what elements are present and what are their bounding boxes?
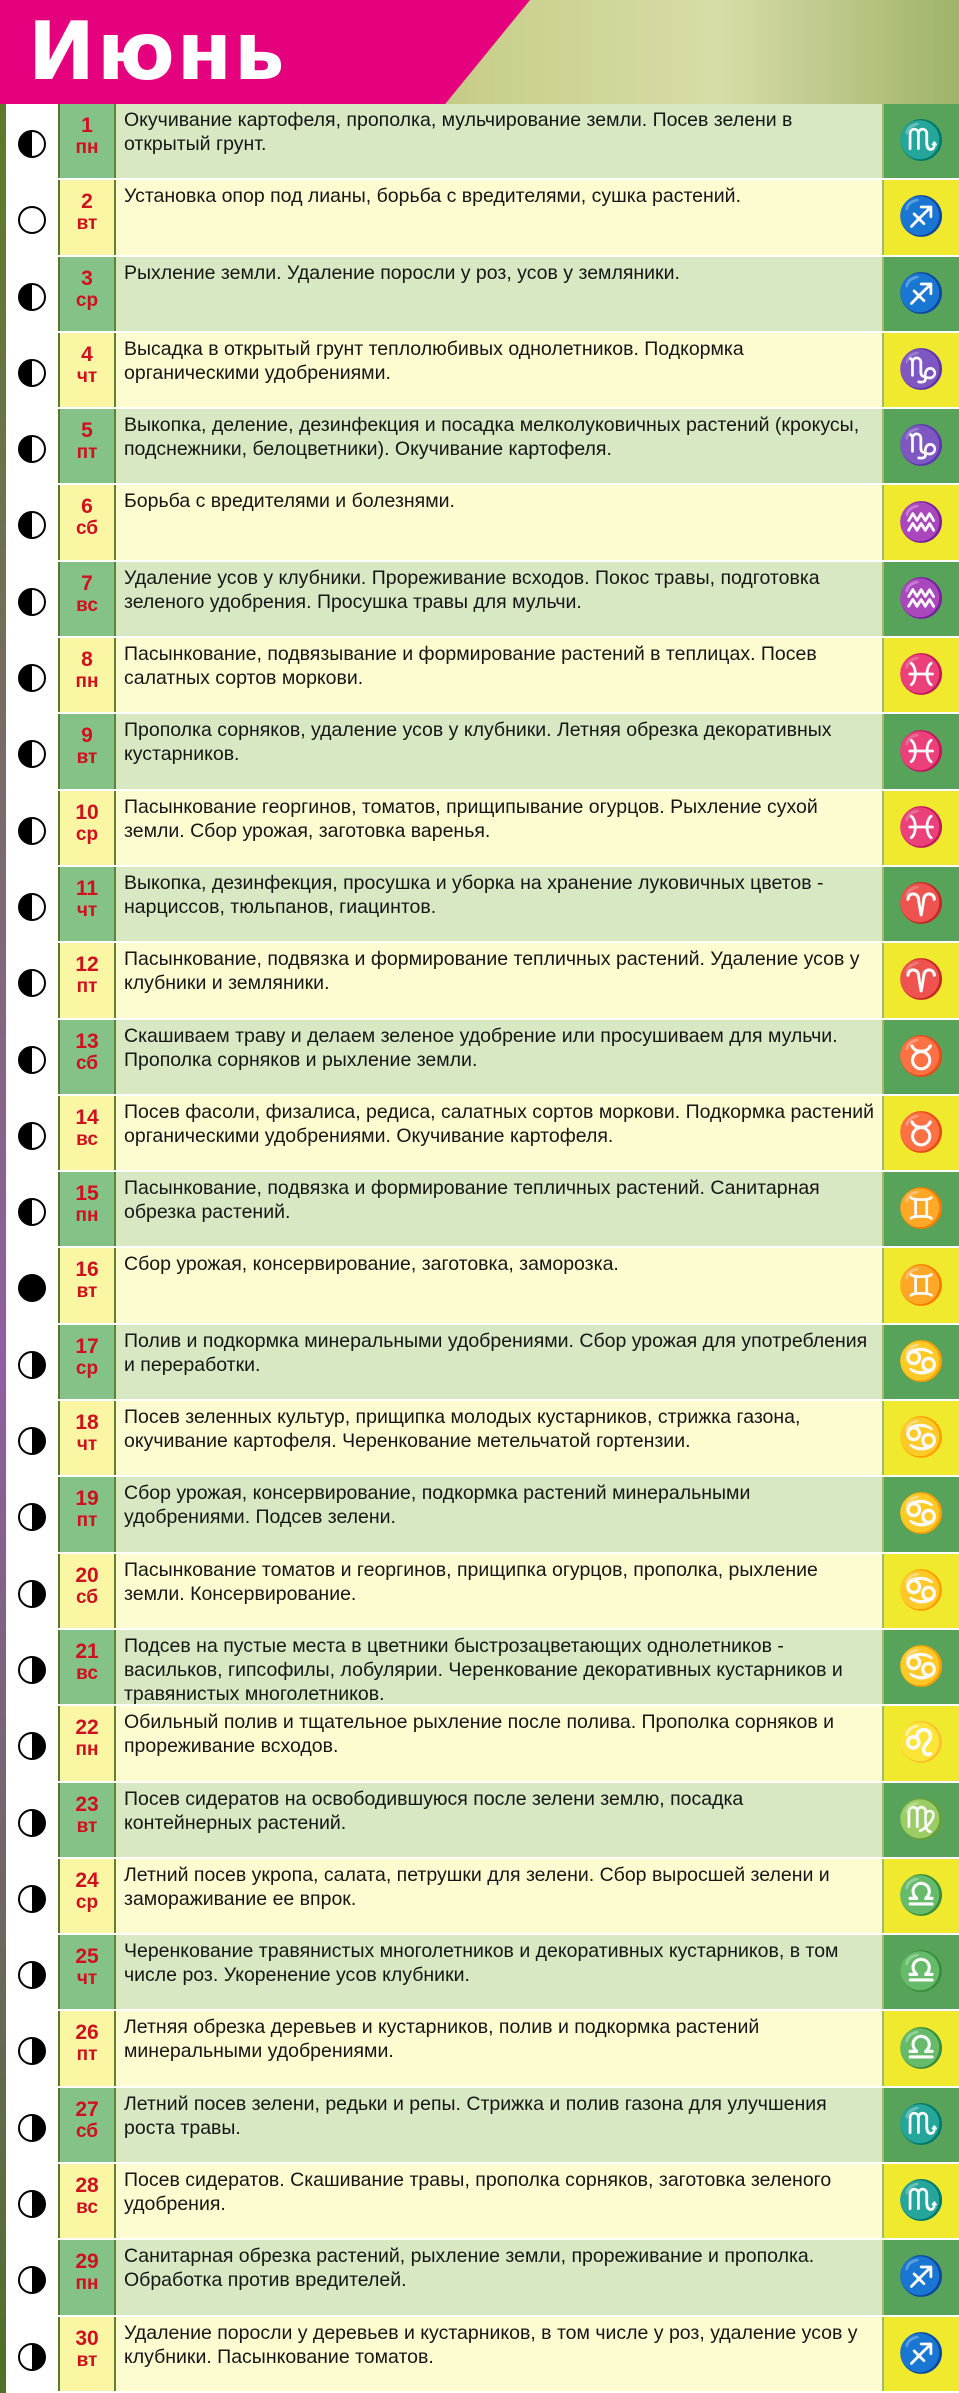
weekday: пн	[75, 1739, 99, 1761]
zodiac-cell	[884, 2164, 959, 2238]
date-cell	[60, 1325, 114, 1399]
calendar-row	[6, 638, 959, 714]
task-text: Сбор урожая, консервирование, подкормка растений минеральными удобрениями. Подсев зелени.	[116, 1477, 882, 1551]
date-cell	[60, 2164, 114, 2238]
task-text: Борьба с вредителями и болезнями.	[116, 485, 882, 559]
date-cell	[60, 943, 114, 1017]
date-cell	[60, 2088, 114, 2162]
zodiac-cell	[884, 2011, 959, 2085]
moon-phase-cell	[6, 2164, 58, 2238]
weekday: вс	[76, 594, 98, 616]
moon-phase-cell	[6, 485, 58, 559]
calendar-row	[6, 943, 959, 1019]
date-cell	[60, 2240, 114, 2314]
zodiac-cell	[884, 1783, 959, 1857]
moon-phase-cell	[6, 2240, 58, 2314]
day-number: 27	[75, 2097, 99, 2121]
day-number: 10	[75, 800, 99, 824]
calendar-row	[6, 409, 959, 485]
libra-icon: ♎	[897, 2027, 946, 2070]
day-number: 19	[75, 1487, 99, 1511]
calendar-row	[6, 1477, 959, 1553]
day-number: 29	[75, 2250, 99, 2274]
calendar-row	[6, 1020, 959, 1096]
moon-phase-icon	[18, 1656, 46, 1684]
zodiac-cell	[884, 1630, 959, 1704]
weekday: сб	[75, 1052, 99, 1074]
moon-phase-cell	[6, 1401, 58, 1475]
moon-phase-cell	[6, 1172, 58, 1246]
weekday: вт	[76, 2349, 98, 2371]
moon-phase-cell	[6, 257, 58, 331]
task-text: Летняя обрезка деревьев и кустарников, полив и подкормка растений минеральными удобрениями.	[116, 2011, 882, 2085]
moon-phase-icon	[18, 664, 46, 692]
weekday: пн	[75, 2273, 99, 2295]
moon-phase-cell	[6, 2317, 58, 2391]
capricorn-icon: ♑	[897, 349, 946, 392]
moon-phase-cell	[6, 714, 58, 788]
day-number: 15	[75, 1182, 99, 1206]
zodiac-cell	[884, 1477, 959, 1551]
sagittarius-icon: ♐	[897, 2332, 946, 2375]
calendar-row	[6, 1248, 959, 1324]
task-text: Посев зеленных культур, прищипка молодых кустарников, стрижка газона, окучивание картофеля. Черенкование метельчатой гортензии.	[116, 1401, 882, 1475]
zodiac-cell	[884, 1172, 959, 1246]
date-cell	[60, 1096, 114, 1170]
moon-phase-icon	[18, 130, 46, 158]
cancer-icon: ♋	[897, 1569, 946, 1612]
zodiac-cell	[884, 485, 959, 559]
task-text: Сбор урожая, консервирование, заготовка, заморозка.	[116, 1248, 882, 1322]
day-number: 13	[75, 1029, 99, 1053]
task-text: Скашиваем траву и делаем зеленое удобрение или просушиваем для мульчи. Прополка сорняков и рыхление земли.	[116, 1020, 882, 1094]
moon-phase-icon	[18, 969, 46, 997]
date-cell	[60, 1783, 114, 1857]
aquarius-icon: ♒	[897, 501, 946, 544]
weekday: вс	[76, 2197, 98, 2219]
moon-phase-icon	[18, 893, 46, 921]
day-number: 25	[75, 1945, 99, 1969]
zodiac-cell	[884, 1935, 959, 2009]
task-text: Пасынкование, подвязка и формирование тепличных растений. Удаление усов у клубники и земляники.	[116, 943, 882, 1017]
task-text: Удаление поросли у деревьев и кустарников, в том числе у роз, удаление усов у клубники. Пасынкование томатов.	[116, 2317, 882, 2391]
calendar-row	[6, 2240, 959, 2316]
day-number: 7	[81, 571, 93, 595]
calendar-row	[6, 2011, 959, 2087]
zodiac-cell	[884, 943, 959, 1017]
date-cell	[60, 562, 114, 636]
calendar-row	[6, 1554, 959, 1630]
calendar-row	[6, 104, 959, 180]
zodiac-cell	[884, 2240, 959, 2314]
weekday: вт	[76, 1815, 98, 1837]
calendar-row	[6, 1325, 959, 1401]
task-text: Пасынкование томатов и георгинов, прищипка огурцов, прополка, рыхление земли. Консервирование.	[116, 1554, 882, 1628]
sagittarius-icon: ♐	[897, 2256, 946, 2299]
pisces-icon: ♓	[897, 730, 946, 773]
zodiac-cell	[884, 1020, 959, 1094]
aries-icon: ♈	[897, 883, 946, 926]
zodiac-cell	[884, 333, 959, 407]
day-number: 4	[81, 342, 93, 366]
day-number: 23	[75, 1792, 99, 1816]
cancer-icon: ♋	[897, 1417, 946, 1460]
calendar-row	[6, 1935, 959, 2011]
task-text: Полив и подкормка минеральными удобрениями. Сбор урожая для употребления и переработки.	[116, 1325, 882, 1399]
calendar-row	[6, 1706, 959, 1782]
date-cell	[60, 1630, 114, 1704]
date-cell	[60, 791, 114, 865]
task-text: Подсев на пустые места в цветники быстрозацветающих однолетников - васильков, гипсофилы, лобулярии. Черенкование декоративных кустарников и травянистых многолетников.	[116, 1630, 882, 1704]
calendar-row	[6, 791, 959, 867]
weekday: ср	[75, 1357, 99, 1379]
weekday: сб	[75, 2120, 99, 2142]
date-cell	[60, 2011, 114, 2085]
date-cell	[60, 714, 114, 788]
calendar-row	[6, 1630, 959, 1706]
date-cell	[60, 1248, 114, 1322]
taurus-icon: ♉	[897, 1112, 946, 1154]
day-number: 26	[75, 2021, 99, 2045]
date-cell	[60, 1020, 114, 1094]
cancer-icon: ♋	[897, 1493, 946, 1536]
zodiac-cell	[884, 562, 959, 636]
calendar-row	[6, 2164, 959, 2240]
task-text: Пасынкование георгинов, томатов, прищипывание огурцов. Рыхление сухой земли. Сбор урожая, заготовка варенья.	[116, 791, 882, 865]
weekday: вт	[76, 1281, 98, 1303]
moon-phase-cell	[6, 2088, 58, 2162]
virgo-icon: ♍	[897, 1798, 946, 1841]
moon-phase-cell	[6, 562, 58, 636]
moon-phase-cell	[6, 1630, 58, 1704]
moon-phase-cell	[6, 791, 58, 865]
moon-phase-cell	[6, 943, 58, 1017]
zodiac-cell	[884, 104, 959, 178]
weekday: чт	[76, 365, 98, 387]
moon-phase-icon	[18, 740, 46, 768]
moon-phase-cell	[6, 1248, 58, 1322]
moon-phase-icon	[18, 206, 46, 234]
task-text: Удаление усов у клубники. Прореживание всходов. Покос травы, подготовка зеленого удобрения. Просушка травы для мульчи.	[116, 562, 882, 636]
date-cell	[60, 485, 114, 559]
scorpio-icon: ♏	[897, 2180, 946, 2223]
aries-icon: ♈	[897, 959, 946, 1002]
date-cell	[60, 104, 114, 178]
day-number: 1	[81, 114, 93, 137]
task-text: Летний посев укропа, салата, петрушки для зелени. Сбор выросшей зелени и замораживание ее впрок.	[116, 1859, 882, 1933]
task-text: Рыхление земли. Удаление поросли у роз, усов у земляники.	[116, 257, 882, 331]
day-number: 11	[75, 876, 99, 900]
zodiac-cell	[884, 257, 959, 331]
zodiac-cell	[884, 714, 959, 788]
moon-phase-icon	[18, 511, 46, 539]
zodiac-cell	[884, 1706, 959, 1780]
scorpio-icon: ♏	[897, 2103, 946, 2146]
calendar-row	[6, 1783, 959, 1859]
capricorn-icon: ♑	[897, 425, 946, 468]
aquarius-icon: ♒	[897, 577, 946, 620]
moon-phase-icon	[18, 2266, 46, 2294]
moon-phase-cell	[6, 333, 58, 407]
moon-phase-icon	[18, 1427, 46, 1455]
weekday: сб	[75, 1586, 99, 1608]
zodiac-cell	[884, 180, 959, 254]
moon-phase-cell	[6, 2011, 58, 2085]
day-number: 9	[81, 724, 93, 748]
task-text: Пасынкование, подвязка и формирование тепличных растений. Санитарная обрезка растений.	[116, 1172, 882, 1246]
moon-phase-icon	[18, 1274, 46, 1302]
zodiac-cell	[884, 1859, 959, 1933]
moon-phase-cell	[6, 1554, 58, 1628]
task-text: Выкопка, дезинфекция, просушка и уборка на хранение луковичных цветов - нарциссов, тюльпанов, гиацинтов.	[116, 867, 882, 941]
moon-phase-cell	[6, 1020, 58, 1094]
sagittarius-icon: ♐	[897, 196, 946, 239]
date-cell	[60, 333, 114, 407]
weekday: ср	[75, 289, 99, 311]
day-number: 21	[75, 1639, 99, 1663]
weekday: пн	[75, 1205, 99, 1227]
weekday: вс	[76, 1128, 98, 1150]
moon-phase-cell	[6, 1096, 58, 1170]
moon-phase-cell	[6, 180, 58, 254]
day-number: 5	[81, 419, 93, 443]
calendar-row	[6, 2317, 959, 2393]
zodiac-cell	[884, 638, 959, 712]
calendar-row	[6, 1859, 959, 1935]
moon-phase-icon	[18, 817, 46, 845]
moon-phase-cell	[6, 1859, 58, 1933]
zodiac-cell	[884, 1325, 959, 1399]
moon-phase-icon	[18, 283, 46, 311]
date-cell	[60, 867, 114, 941]
day-number: 17	[75, 1334, 99, 1358]
zodiac-cell	[884, 867, 959, 941]
gemini-icon: ♊	[897, 1264, 946, 1307]
task-text: Обильный полив и тщательное рыхление после полива. Прополка сорняков и прореживание всходов.	[116, 1706, 882, 1780]
scorpio-icon: ♏	[897, 120, 946, 163]
calendar-row	[6, 2088, 959, 2164]
date-cell	[60, 638, 114, 712]
day-number: 18	[75, 1411, 99, 1435]
day-number: 8	[81, 648, 93, 672]
moon-phase-icon	[18, 1351, 46, 1379]
date-cell	[60, 257, 114, 331]
moon-phase-icon	[18, 588, 46, 616]
zodiac-cell	[884, 1401, 959, 1475]
day-number: 12	[75, 953, 99, 977]
sagittarius-icon: ♐	[897, 272, 946, 315]
task-text: Выкопка, деление, дезинфекция и посадка мелколуковичных растений (крокусы, подснежники, белоцветники). Окучивание картофеля.	[116, 409, 882, 483]
zodiac-cell	[884, 1554, 959, 1628]
zodiac-cell	[884, 2088, 959, 2162]
calendar-rows	[6, 104, 959, 2393]
moon-phase-icon	[18, 1732, 46, 1760]
day-number: 3	[81, 266, 93, 290]
weekday: пт	[76, 1510, 98, 1532]
moon-phase-icon	[18, 1961, 46, 1989]
calendar-row	[6, 562, 959, 638]
zodiac-cell	[884, 1248, 959, 1322]
taurus-icon: ♉	[897, 1035, 946, 1078]
moon-phase-icon	[18, 2114, 46, 2142]
moon-phase-cell	[6, 1783, 58, 1857]
day-number: 24	[75, 1868, 99, 1892]
task-text: Черенкование травянистых многолетников и декоративных кустарников, в том числе роз. Укоренение усов клубники.	[116, 1935, 882, 2009]
task-text: Посев фасоли, физалиса, редиса, салатных сортов моркови. Подкормка растений органическими удобрениями. Окучивание картофеля.	[116, 1096, 882, 1170]
calendar-row	[6, 1096, 959, 1172]
zodiac-cell	[884, 1096, 959, 1170]
moon-phase-icon	[18, 2343, 46, 2371]
weekday: вс	[76, 1662, 98, 1684]
date-cell	[60, 409, 114, 483]
calendar-row	[6, 1172, 959, 1248]
date-cell	[60, 1477, 114, 1551]
date-cell	[60, 1706, 114, 1780]
day-number: 20	[75, 1563, 99, 1587]
moon-phase-icon	[18, 2037, 46, 2065]
day-number: 14	[75, 1105, 99, 1129]
zodiac-cell	[884, 409, 959, 483]
calendar-row	[6, 1401, 959, 1477]
task-text: Пасынкование, подвязывание и формирование растений в теплицах. Посев салатных сортов моркови.	[116, 638, 882, 712]
moon-phase-icon	[18, 435, 46, 463]
moon-phase-cell	[6, 1935, 58, 2009]
moon-phase-icon	[18, 1503, 46, 1531]
day-number: 6	[81, 495, 93, 519]
weekday: ср	[75, 823, 99, 845]
date-cell	[60, 1935, 114, 2009]
moon-phase-cell	[6, 1325, 58, 1399]
moon-phase-cell	[6, 104, 58, 178]
gemini-icon: ♊	[897, 1188, 946, 1231]
weekday: ср	[75, 1891, 99, 1913]
moon-phase-icon	[18, 1580, 46, 1608]
zodiac-cell	[884, 2317, 959, 2391]
calendar-row	[6, 180, 959, 256]
moon-phase-cell	[6, 409, 58, 483]
date-cell	[60, 180, 114, 254]
pisces-icon: ♓	[897, 806, 946, 849]
task-text: Прополка сорняков, удаление усов у клубники. Летняя обрезка декоративных кустарников.	[116, 714, 882, 788]
page-title: Июнь	[28, 5, 287, 98]
day-number: 30	[75, 2326, 99, 2350]
date-cell	[60, 2317, 114, 2391]
weekday: чт	[76, 1968, 98, 1990]
weekday: вт	[76, 747, 98, 769]
moon-phase-icon	[18, 1198, 46, 1226]
calendar-row	[6, 867, 959, 943]
weekday: вт	[76, 213, 98, 235]
weekday: пн	[75, 137, 99, 158]
date-cell	[60, 1172, 114, 1246]
calendar-row	[6, 714, 959, 790]
weekday: сб	[75, 518, 99, 540]
weekday: пт	[76, 976, 98, 998]
weekday: чт	[76, 899, 98, 921]
date-cell	[60, 1401, 114, 1475]
libra-icon: ♎	[897, 1874, 946, 1917]
libra-icon: ♎	[897, 1951, 946, 1994]
moon-phase-icon	[18, 1809, 46, 1837]
moon-phase-cell	[6, 1706, 58, 1780]
zodiac-cell	[884, 791, 959, 865]
moon-phase-cell	[6, 1477, 58, 1551]
task-text: Окучивание картофеля, прополка, мульчирование земли. Посев зелени в открытый грунт.	[116, 104, 882, 178]
weekday: пт	[76, 442, 98, 464]
pisces-icon: ♓	[897, 654, 946, 697]
weekday: пн	[75, 671, 99, 693]
cancer-icon: ♋	[897, 1646, 946, 1689]
calendar-row	[6, 333, 959, 409]
moon-phase-cell	[6, 867, 58, 941]
header	[0, 0, 959, 104]
task-text: Установка опор под лианы, борьба с вредителями, сушка растений.	[116, 180, 882, 254]
day-number: 28	[75, 2174, 99, 2198]
moon-phase-icon	[18, 1122, 46, 1150]
calendar-row	[6, 257, 959, 333]
task-text: Посев сидератов на освободившуюся после зелени землю, посадка контейнерных растений.	[116, 1783, 882, 1857]
task-text: Летний посев зелени, редьки и репы. Стрижка и полив газона для улучшения роста травы.	[116, 2088, 882, 2162]
weekday: чт	[76, 1434, 98, 1456]
calendar-row	[6, 485, 959, 561]
moon-phase-icon	[18, 2190, 46, 2218]
date-cell	[60, 1859, 114, 1933]
moon-phase-icon	[18, 359, 46, 387]
task-text: Санитарная обрезка растений, рыхление земли, прореживание и прополка. Обработка против вредителей.	[116, 2240, 882, 2314]
task-text: Посев сидератов. Скашивание травы, прополка сорняков, заготовка зеленого удобрения.	[116, 2164, 882, 2238]
leo-icon: ♌	[897, 1722, 946, 1765]
day-number: 2	[81, 190, 93, 214]
cancer-icon: ♋	[897, 1340, 946, 1383]
task-text: Высадка в открытый грунт теплолюбивых однолетников. Подкормка органическими удобрениями.	[116, 333, 882, 407]
moon-phase-icon	[18, 1046, 46, 1074]
day-number: 16	[75, 1258, 99, 1282]
day-number: 22	[75, 1716, 99, 1740]
moon-phase-icon	[18, 1885, 46, 1913]
date-cell	[60, 1554, 114, 1628]
moon-phase-cell	[6, 638, 58, 712]
weekday: пт	[76, 2044, 98, 2066]
